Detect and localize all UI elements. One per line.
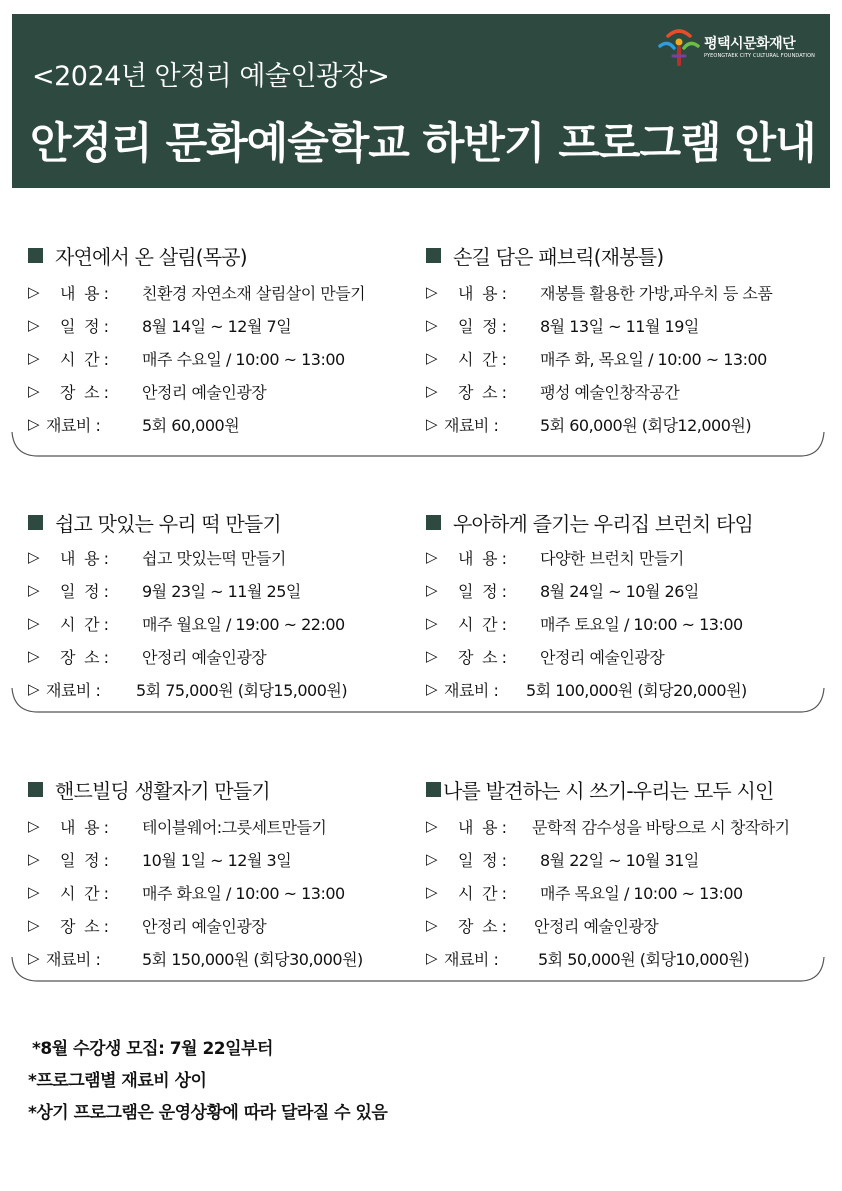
row-value: 안정리 예술인광장	[142, 916, 267, 936]
bullet-square-icon	[426, 248, 441, 263]
triangle-bullet-icon: ▷	[28, 614, 40, 632]
program-row-time	[426, 345, 767, 371]
triangle-bullet-icon: ▷	[28, 949, 40, 967]
row-value: 매주 목요일 / 10:00 ~ 13:00	[540, 883, 743, 903]
header-banner	[12, 14, 830, 188]
row-label: 장 소 :	[458, 916, 507, 936]
program-row-place	[28, 643, 266, 669]
row-value: 테이블웨어:그릇세트만들기	[142, 817, 327, 837]
row-value: 안정리 예술인광장	[534, 916, 659, 936]
triangle-bullet-icon: ▷	[28, 817, 40, 835]
program-title	[28, 240, 247, 270]
row-label: 내 용 :	[60, 817, 109, 837]
row-value: 8월 24일 ~ 10월 26일	[540, 581, 699, 601]
triangle-bullet-icon: ▷	[28, 916, 40, 934]
row-value: 안정리 예술인광장	[540, 647, 665, 667]
triangle-bullet-icon: ▷	[426, 949, 438, 967]
row-value: 5회 75,000원 (회당15,000원)	[136, 680, 348, 700]
program-title	[28, 507, 281, 537]
row-label: 시 간 :	[60, 883, 109, 903]
program-row-schedule	[28, 577, 301, 603]
row-label: 일 정 :	[60, 581, 109, 601]
program-title	[426, 240, 663, 270]
triangle-bullet-icon: ▷	[28, 850, 40, 868]
bullet-square-icon	[28, 515, 43, 530]
program-title	[28, 774, 270, 804]
triangle-bullet-icon: ▷	[426, 817, 438, 835]
logo-name: 평택시문화재단	[704, 36, 796, 52]
program-title	[426, 774, 774, 804]
row-label: 장 소 :	[60, 647, 109, 667]
row-label: 일 정 :	[60, 316, 109, 336]
triangle-bullet-icon: ▷	[426, 647, 438, 665]
program-row-place	[426, 378, 679, 404]
program-title-text: 쉽고 맛있는 우리 떡 만들기	[55, 511, 281, 536]
bullet-square-icon	[426, 515, 441, 530]
program-row-schedule	[426, 846, 699, 872]
row-label: 장 소 :	[458, 382, 507, 402]
row-label: 장 소 :	[60, 382, 109, 402]
triangle-bullet-icon: ▷	[426, 581, 438, 599]
row-value: 5회 100,000원 (회당20,000원)	[526, 680, 747, 700]
triangle-bullet-icon: ▷	[28, 283, 40, 301]
program-title-text: 나를 발견하는 시 쓰기-우리는 모두 시인	[443, 778, 774, 803]
row-label: 시 간 :	[458, 883, 507, 903]
row-value: 다양한 브런치 만들기	[540, 548, 684, 568]
program-row-place	[28, 378, 266, 404]
triangle-bullet-icon: ▷	[28, 316, 40, 334]
program-row-place	[28, 912, 266, 938]
program-row-place	[426, 912, 658, 938]
triangle-bullet-icon: ▷	[426, 283, 438, 301]
row-value: 안정리 예술인광장	[142, 382, 267, 402]
triangle-bullet-icon: ▷	[426, 614, 438, 632]
row-label: 재료비 :	[46, 415, 101, 435]
triangle-bullet-icon: ▷	[28, 680, 40, 698]
row-label: 일 정 :	[458, 581, 507, 601]
row-value: 매주 수요일 / 10:00 ~ 13:00	[142, 349, 345, 369]
row-value: 5회 60,000원	[142, 415, 240, 435]
row-value: 8월 13일 ~ 11월 19일	[540, 316, 699, 336]
row-value: 5회 60,000원 (회당12,000원)	[540, 415, 752, 435]
program-row-content	[426, 813, 790, 839]
program-title-text: 핸드빌딩 생활자기 만들기	[55, 778, 270, 803]
program-row-content	[28, 813, 326, 839]
section-divider-curve	[10, 686, 826, 716]
program-title-text: 자연에서 온 살림(목공)	[55, 244, 247, 269]
row-value: 재봉틀 활용한 가방,파우치 등 소품	[540, 283, 773, 303]
page-title: 안정리 문화예술학교 하반기 프로그램 안내	[30, 119, 816, 169]
header-subtitle: <2024년 안정리 예술인광장>	[32, 61, 390, 92]
program-title	[426, 507, 753, 537]
row-label: 재료비 :	[46, 680, 101, 700]
footnote: *8월 수강생 모집: 7월 22일부터	[32, 1039, 273, 1059]
row-label: 내 용 :	[458, 283, 507, 303]
row-label: 재료비 :	[46, 949, 101, 969]
row-label: 시 간 :	[60, 614, 109, 634]
row-value: 매주 화, 목요일 / 10:00 ~ 13:00	[540, 349, 767, 369]
triangle-bullet-icon: ▷	[28, 647, 40, 665]
footnote: *프로그램별 재료비 상이	[28, 1071, 207, 1091]
row-label: 장 소 :	[458, 647, 507, 667]
program-row-schedule	[28, 312, 291, 338]
program-row-schedule	[28, 846, 291, 872]
bullet-square-icon	[28, 782, 43, 797]
triangle-bullet-icon: ▷	[28, 415, 40, 433]
program-row-schedule	[426, 312, 699, 338]
bullet-square-icon	[426, 782, 441, 797]
triangle-bullet-icon: ▷	[28, 349, 40, 367]
triangle-bullet-icon: ▷	[426, 316, 438, 334]
row-value: 팽성 예술인창작공간	[540, 382, 680, 402]
program-row-content	[28, 279, 365, 305]
footnote: *상기 프로그램은 운영상황에 따라 달라질 수 있음	[28, 1103, 388, 1123]
program-title-text: 손길 담은 패브릭(재봉틀)	[453, 244, 664, 269]
row-value: 매주 월요일 / 19:00 ~ 22:00	[142, 614, 345, 634]
row-label: 내 용 :	[458, 548, 507, 568]
program-row-time	[426, 879, 743, 905]
row-label: 일 정 :	[458, 316, 507, 336]
triangle-bullet-icon: ▷	[426, 883, 438, 901]
row-label: 일 정 :	[60, 850, 109, 870]
triangle-bullet-icon: ▷	[426, 850, 438, 868]
footnotes	[28, 1034, 387, 1130]
program-row-content	[426, 279, 772, 305]
row-label: 시 간 :	[458, 614, 507, 634]
row-value: 8월 22일 ~ 10월 31일	[540, 850, 699, 870]
row-value: 9월 23일 ~ 11월 25일	[142, 581, 301, 601]
row-value: 5회 150,000원 (회당30,000원)	[142, 949, 363, 969]
program-row-time	[28, 345, 345, 371]
triangle-bullet-icon: ▷	[426, 349, 438, 367]
logo-mark-icon	[656, 22, 702, 68]
logo-subtitle: PYEONGTAEK CITY CULTURAL FOUNDATION	[704, 53, 816, 59]
triangle-bullet-icon: ▷	[426, 415, 438, 433]
program-row-time	[426, 610, 743, 636]
row-value: 5회 50,000원 (회당10,000원)	[538, 949, 750, 969]
triangle-bullet-icon: ▷	[28, 548, 40, 566]
triangle-bullet-icon: ▷	[426, 680, 438, 698]
row-label: 일 정 :	[458, 850, 507, 870]
row-value: 매주 화요일 / 10:00 ~ 13:00	[142, 883, 345, 903]
row-label: 내 용 :	[60, 548, 109, 568]
row-label: 장 소 :	[60, 916, 109, 936]
row-value: 쉽고 맛있는떡 만들기	[142, 548, 286, 568]
row-label: 재료비 :	[444, 949, 499, 969]
row-label: 재료비 :	[444, 680, 499, 700]
triangle-bullet-icon: ▷	[426, 916, 438, 934]
triangle-bullet-icon: ▷	[28, 581, 40, 599]
program-row-time	[28, 879, 345, 905]
program-row-content	[28, 544, 286, 570]
row-label: 시 간 :	[458, 349, 507, 369]
bullet-square-icon	[28, 248, 43, 263]
program-row-place	[426, 643, 664, 669]
row-label: 내 용 :	[60, 283, 109, 303]
triangle-bullet-icon: ▷	[28, 382, 40, 400]
row-label: 재료비 :	[444, 415, 499, 435]
triangle-bullet-icon: ▷	[426, 548, 438, 566]
row-value: 8월 14일 ~ 12월 7일	[142, 316, 292, 336]
row-value: 안정리 예술인광장	[142, 647, 267, 667]
row-label: 내 용 :	[458, 817, 507, 837]
row-value: 문학적 감수성을 바탕으로 시 창작하기	[532, 817, 790, 837]
section-divider-curve	[10, 430, 826, 460]
program-row-schedule	[426, 577, 699, 603]
row-label: 시 간 :	[60, 349, 109, 369]
triangle-bullet-icon: ▷	[426, 382, 438, 400]
section-divider-curve	[10, 955, 826, 985]
row-value: 친환경 자연소재 살림살이 만들기	[142, 283, 366, 303]
program-row-time	[28, 610, 345, 636]
program-title-text: 우아하게 즐기는 우리집 브런치 타임	[453, 511, 754, 536]
triangle-bullet-icon: ▷	[28, 883, 40, 901]
row-value: 10월 1일 ~ 12월 3일	[142, 850, 292, 870]
foundation-logo	[656, 22, 830, 72]
program-row-content	[426, 544, 684, 570]
row-value: 매주 토요일 / 10:00 ~ 13:00	[540, 614, 743, 634]
